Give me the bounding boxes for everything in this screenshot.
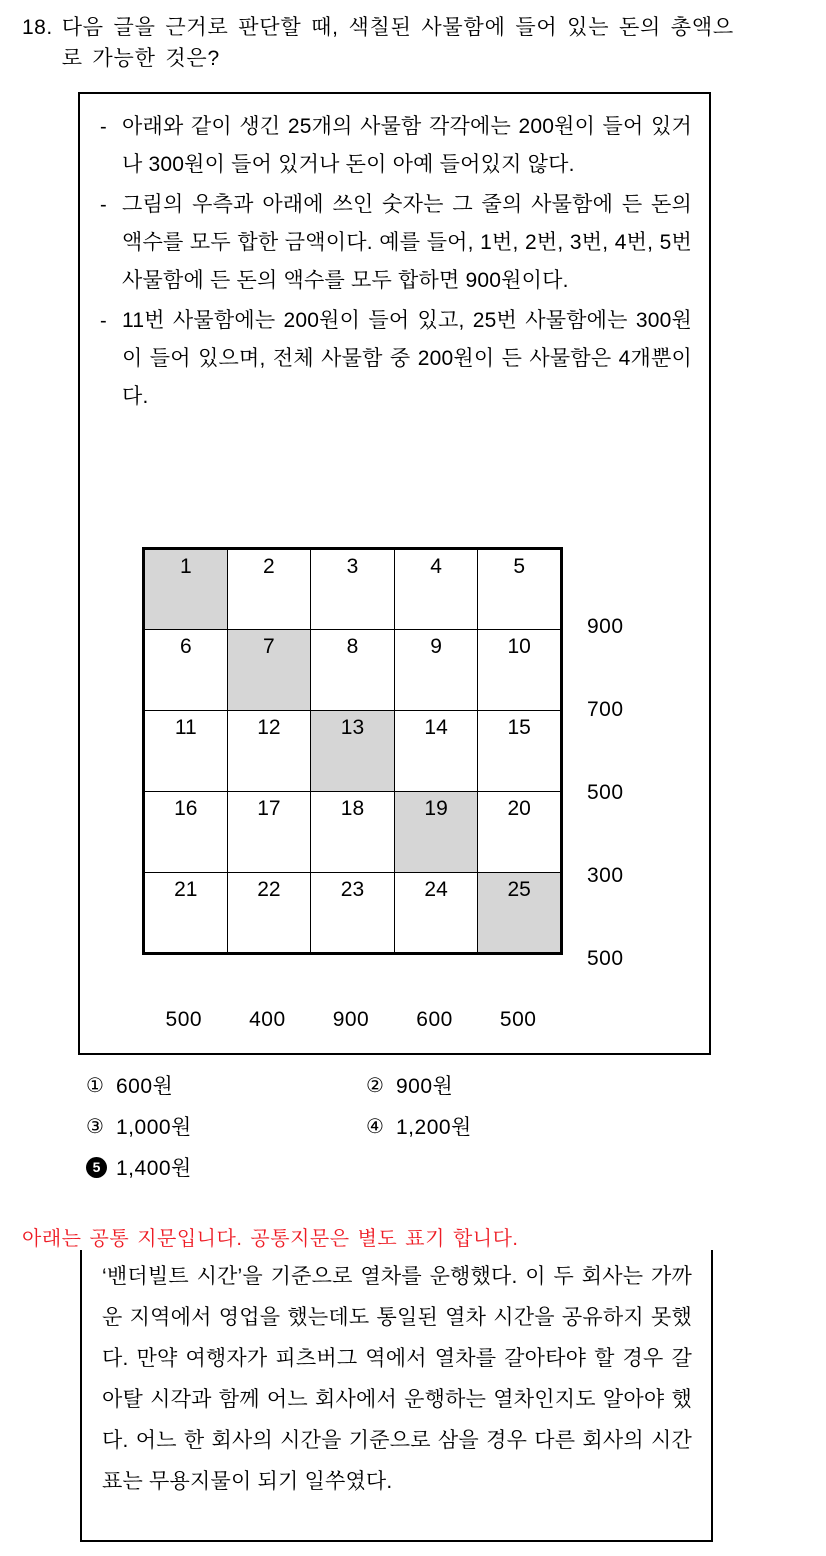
column-sum-list (142, 1008, 560, 1032)
locker-cell: 5 (478, 549, 562, 630)
locker-cell: 9 (394, 630, 478, 711)
locker-cell: 7 (227, 630, 311, 711)
row-sum: 500 (586, 781, 624, 804)
question-header (22, 12, 762, 74)
locker-cell: 17 (227, 792, 311, 873)
bullet-text: 11번 사물함에는 200원이 들어 있고, 25번 사물함에는 300원이 들어 있으며, 전체 사물함 중 200원이 든 사물함은 4개뿐이다. (122, 309, 692, 408)
row-sum: 900 (586, 615, 624, 638)
choice-option-3[interactable] (86, 1111, 366, 1141)
choice-option-4[interactable] (366, 1111, 646, 1141)
locker-cell: 2 (227, 549, 311, 630)
row-sum: 500 (586, 947, 624, 970)
shared-passage-notice: 아래는 공통 지문입니다. 공통지문은 별도 표기 합니다. (22, 1228, 519, 1250)
locker-cell: 16 (144, 792, 228, 873)
answer-choices (86, 1070, 706, 1193)
locker-cell: 10 (478, 630, 562, 711)
question-text: 다음 글을 근거로 판단할 때, 색칠된 사물함에 들어 있는 돈의 총액으로 가능한 것은? (61, 16, 735, 70)
bullet-dash: - (100, 194, 107, 216)
locker-cell: 13 (311, 711, 395, 792)
locker-cell: 14 (394, 711, 478, 792)
locker-cell: 19 (394, 792, 478, 873)
choice-label: 1,200원 (396, 1116, 472, 1139)
locker-cell: 23 (311, 873, 395, 954)
bullet-text: 아래와 같이 생긴 25개의 사물함 각각에는 200원이 들어 있거나 300원이 들어 있거나 돈이 아예 들어있지 않다. (122, 115, 692, 176)
table-row (144, 711, 562, 792)
bullet-item (98, 302, 696, 416)
locker-cell: 8 (311, 630, 395, 711)
bullet-list (98, 108, 696, 418)
choice-marker: ④ (366, 1115, 384, 1138)
question-number: 18. (22, 16, 53, 39)
locker-cell: 11 (144, 711, 228, 792)
choice-option-5-selected[interactable] (86, 1152, 366, 1182)
row-sum: 300 (586, 864, 624, 887)
shared-passage-text: ‘밴더빌트 시간’을 기준으로 열차를 운행했다. 이 두 회사는 가까운 지역에서 영업을 했는데도 통일된 열차 시간을 공유하지 못했다. 만약 여행자가 피츠버그 역에서 열차를 갈아타야 할 경우 갈아탈 시각과 함께 어느 회사에서 운행하는 열차인지도 알아야 했다. 어느 한 회사의 시간을 기준으로 삼을 경우 다른 회사의 시간표는 무용지물이 되기 일쑤였다. (102, 1265, 692, 1493)
choice-option-2[interactable] (366, 1070, 646, 1100)
column-sum: 500 (499, 1008, 537, 1031)
locker-cell: 22 (227, 873, 311, 954)
column-sum: 900 (332, 1008, 370, 1031)
choice-option-1[interactable] (86, 1070, 366, 1100)
locker-cell: 18 (311, 792, 395, 873)
locker-cell: 24 (394, 873, 478, 954)
choice-marker: ② (366, 1074, 384, 1097)
locker-diagram (142, 547, 624, 1032)
bullet-item (98, 186, 696, 300)
column-sum: 400 (249, 1008, 286, 1031)
row-sum: 700 (586, 698, 624, 721)
locker-cell: 6 (144, 630, 228, 711)
stimulus-box (78, 92, 711, 1055)
bullet-dash: - (100, 310, 107, 332)
table-row (144, 792, 562, 873)
choice-label: 1,400원 (116, 1157, 192, 1180)
bullet-dash: - (100, 116, 107, 138)
choice-row (86, 1070, 706, 1100)
locker-grid (142, 547, 563, 955)
choice-marker: ① (86, 1074, 104, 1097)
choice-label: 1,000원 (116, 1116, 192, 1139)
bullet-item (98, 108, 696, 184)
column-sum: 600 (416, 1008, 453, 1031)
choice-marker: ③ (86, 1115, 104, 1138)
choice-row (86, 1152, 706, 1182)
choice-label: 900원 (396, 1075, 454, 1098)
choice-row (86, 1111, 706, 1141)
locker-cell: 15 (478, 711, 562, 792)
locker-cell: 4 (394, 549, 478, 630)
locker-cell: 1 (144, 549, 228, 630)
choice-marker-selected: 5 (86, 1157, 107, 1178)
table-row (144, 630, 562, 711)
column-sum: 500 (165, 1008, 203, 1031)
locker-cell: 12 (227, 711, 311, 792)
shared-passage-box (80, 1250, 713, 1542)
choice-label: 600원 (116, 1075, 174, 1098)
locker-cell: 25 (478, 873, 562, 954)
row-sum-list (587, 547, 624, 1000)
locker-cell: 21 (144, 873, 228, 954)
bullet-text: 그림의 우측과 아래에 쓰인 숫자는 그 줄의 사물함에 든 돈의 액수를 모두 합한 금액이다. 예를 들어, 1번, 2번, 3번, 4번, 5번 사물함에 든 돈의 액수를 모두 합하면 900원이다. (122, 193, 692, 292)
table-row (144, 549, 562, 630)
table-row (144, 873, 562, 954)
locker-cell: 20 (478, 792, 562, 873)
locker-cell: 3 (311, 549, 395, 630)
